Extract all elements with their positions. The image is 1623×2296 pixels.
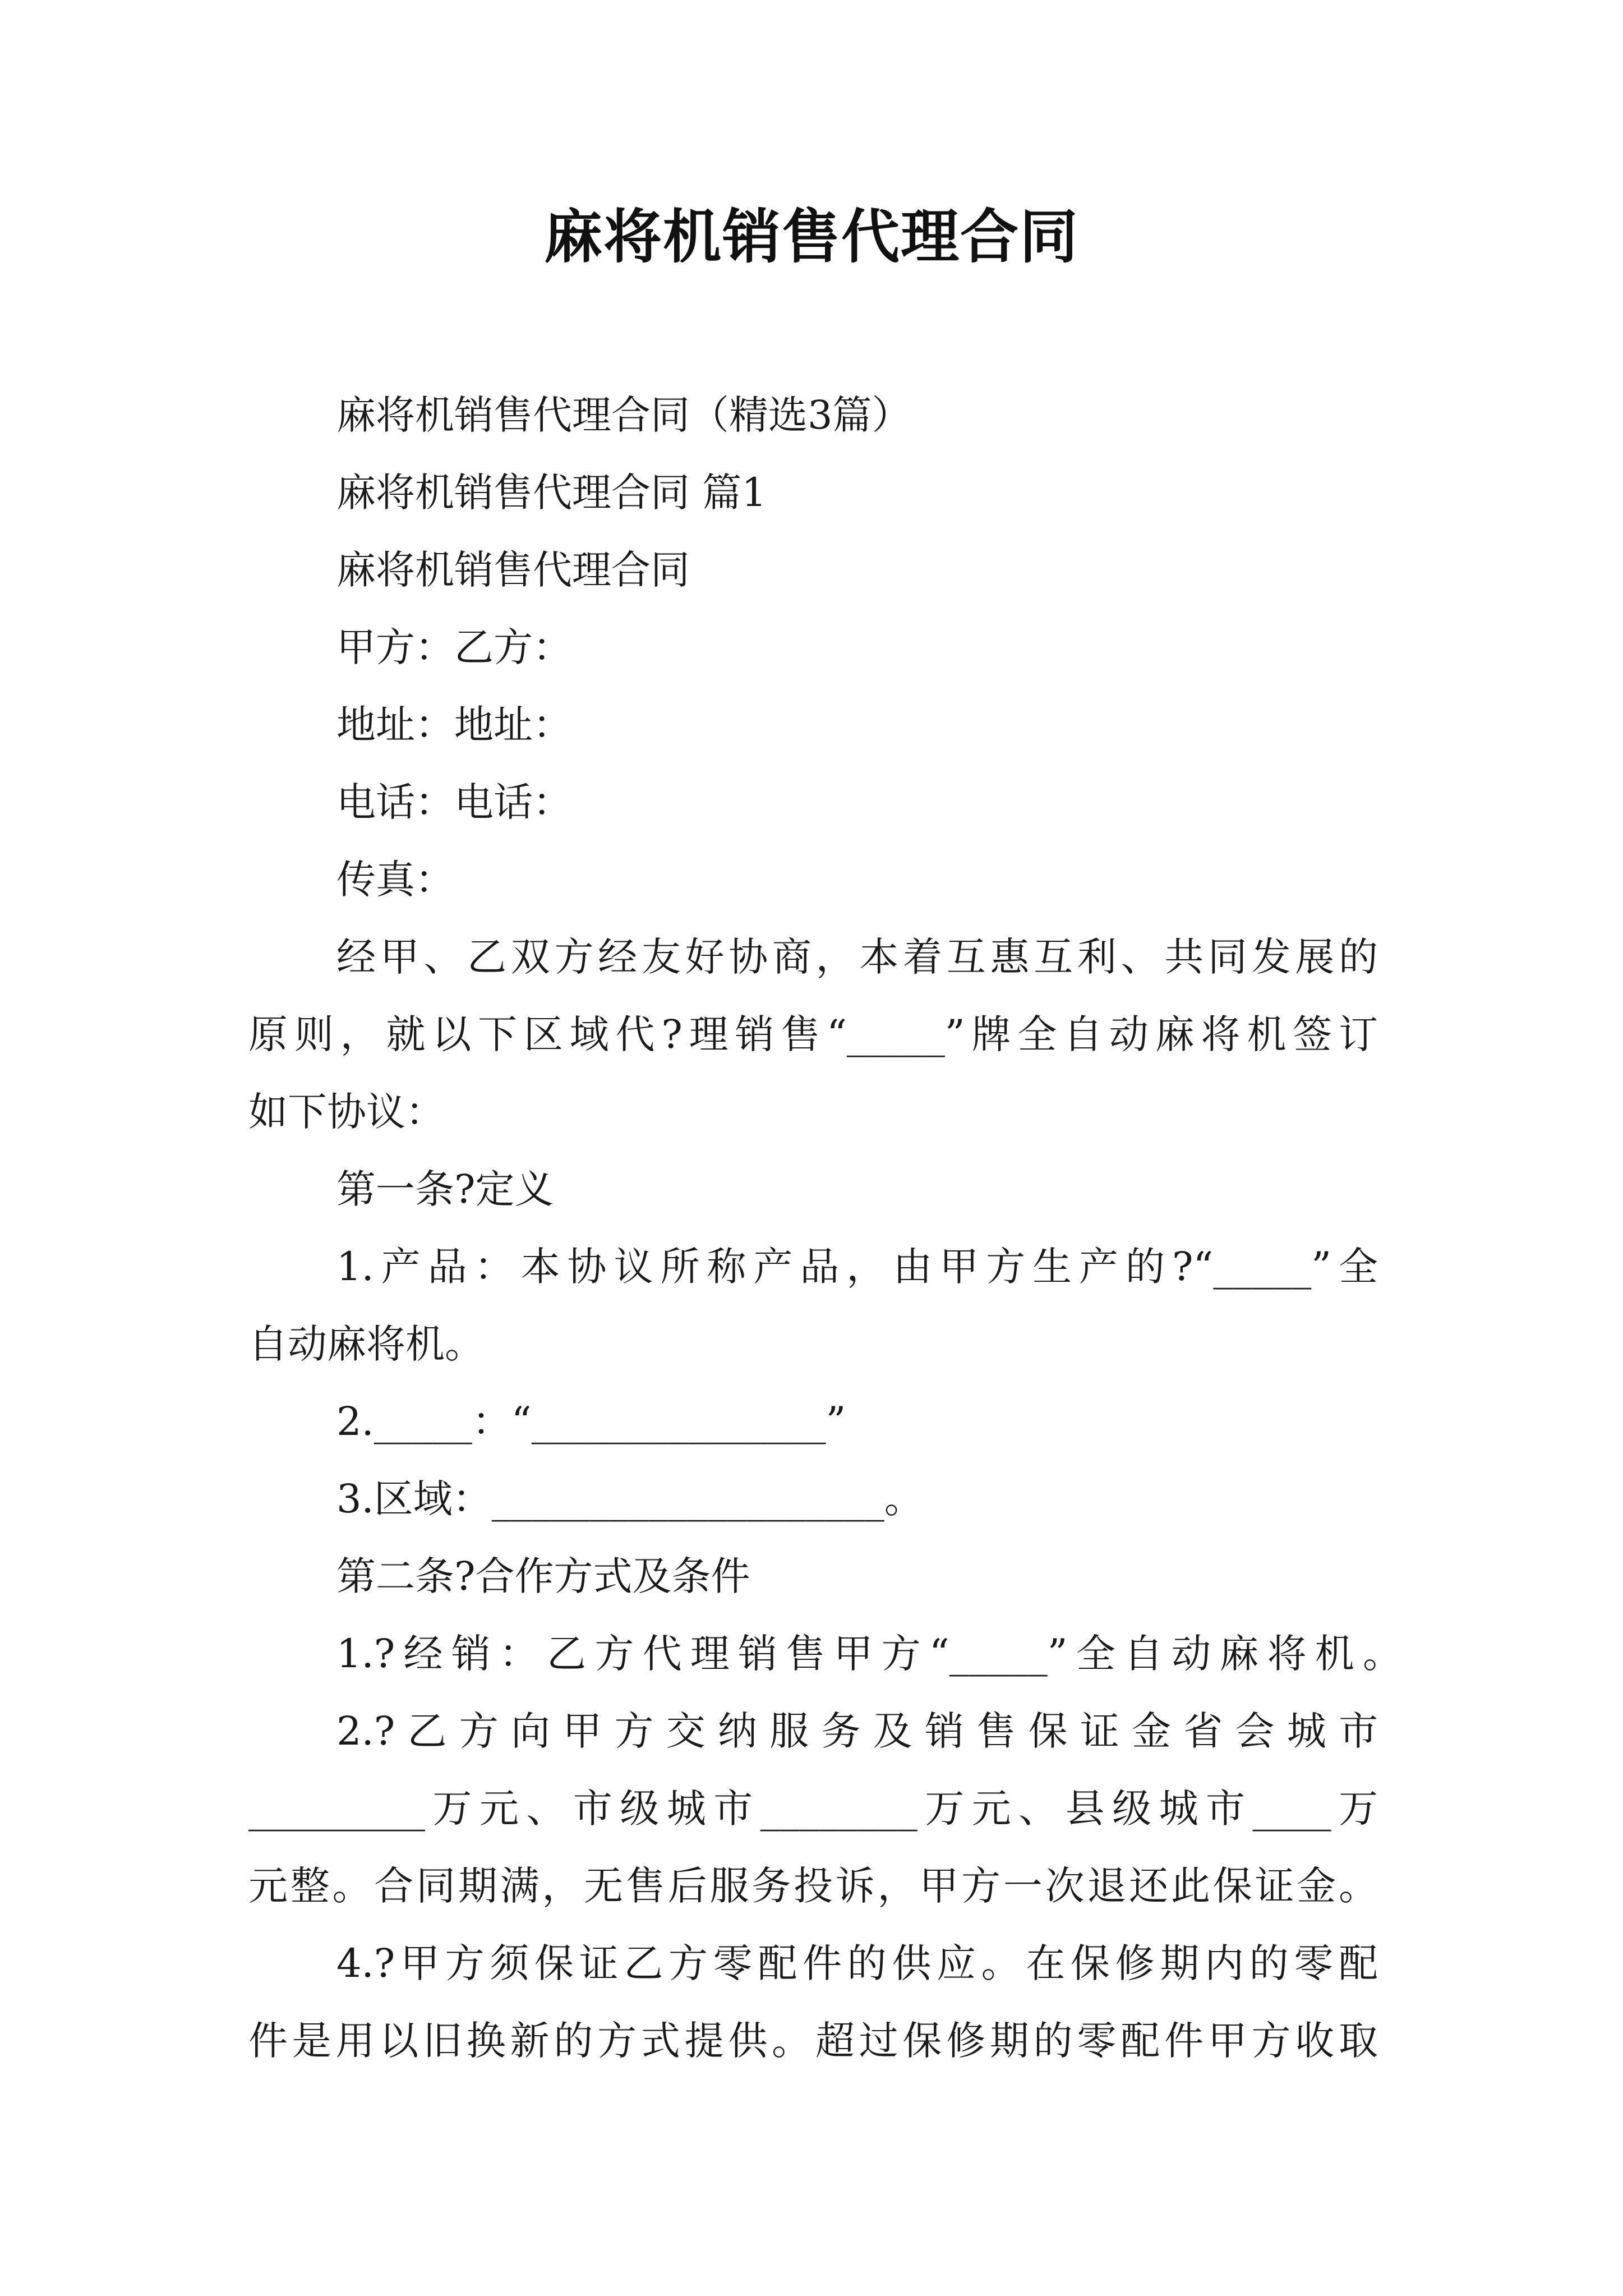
clause-line: 元整。合同期满，无售后服务投诉，甲方一次退还此保证金。 bbox=[248, 1863, 1378, 1909]
clause-line: 1.?经销：乙方代理销售甲方“_____”全自动麻将机。 bbox=[336, 1631, 1402, 1677]
paragraph-line: 经甲、乙双方经友好协商，本着互惠互利、共同发展的 bbox=[336, 934, 1378, 980]
party-line: 甲方：乙方： bbox=[336, 624, 572, 670]
clause-line: _________万元、市级城市________万元、县级城市____万 bbox=[248, 1786, 1378, 1832]
article-heading: 第一条?定义 bbox=[336, 1166, 554, 1212]
address-line: 地址：地址： bbox=[336, 702, 572, 748]
clause-line: 2.?乙方向甲方交纳服务及销售保证金省会城市 bbox=[336, 1708, 1378, 1754]
article-heading: 第二条?合作方式及条件 bbox=[336, 1553, 750, 1599]
clause-line: 自动麻将机。 bbox=[248, 1321, 484, 1367]
clause-line: 2._____：“_______________” bbox=[336, 1398, 846, 1444]
paragraph-line: 原则，就以下区域代?理销售“_____”牌全自动麻将机签订 bbox=[248, 1011, 1378, 1057]
subtitle-line: 麻将机销售代理合同（精选3篇） bbox=[336, 392, 911, 438]
clause-line: 4.?甲方须保证乙方零配件的供应。在保修期内的零配 bbox=[336, 1940, 1378, 1986]
document-title: 麻将机销售代理合同 bbox=[543, 203, 1079, 271]
contract-name: 麻将机销售代理合同 bbox=[336, 547, 690, 593]
paragraph-line: 如下协议： bbox=[248, 1089, 445, 1135]
section-heading: 麻将机销售代理合同 篇1 bbox=[336, 470, 767, 516]
clause-line: 件是用以旧换新的方式提供。超过保修期的零配件甲方收取 bbox=[248, 2018, 1378, 2064]
clause-line: 1.产品：本协议所称产品，由甲方生产的?“_____”全 bbox=[336, 1244, 1378, 1290]
clause-line: 3.区域：____________________。 bbox=[336, 1476, 924, 1522]
phone-line: 电话：电话： bbox=[336, 779, 572, 825]
fax-line: 传真： bbox=[336, 857, 454, 903]
